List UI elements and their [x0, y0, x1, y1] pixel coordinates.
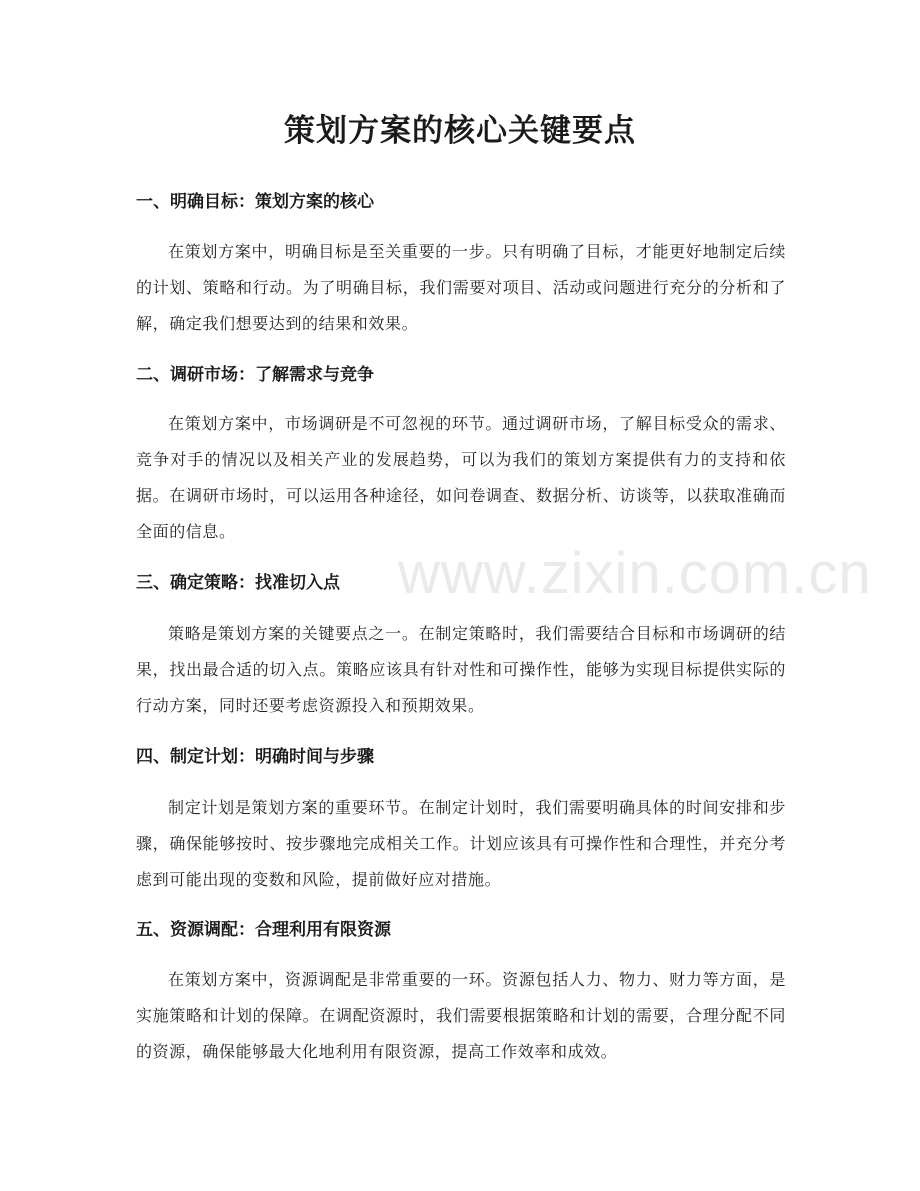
- section-paragraph-5: 在策划方案中，资源调配是非常重要的一环。资源包括人力、物力、财力等方面，是实施策略和计划的保障。在调配资源时，我们需要根据策略和计划的需要，合理分配不同的资源，确保能够最大化地利用有限资源，提高工作效率和成效。: [136, 970, 786, 1061]
- section-heading-2: 二、调研市场：了解需求与竞争: [136, 365, 374, 385]
- section-paragraph-4: 制定计划是策划方案的重要环节。在制定计划时，我们需要明确具体的时间安排和步骤，确保能够按时、按步骤地完成相关工作。计划应该具有可操作性和合理性，并充分考虑到可能出现的变数和风险，提前做好应对措施。: [136, 798, 786, 889]
- section-heading-4: 四、制定计划：明确时间与步骤: [136, 747, 374, 767]
- section-paragraph-3: 策略是策划方案的关键要点之一。在制定策略时，我们需要结合目标和市场调研的结果，找出最合适的切入点。策略应该具有针对性和可操作性，能够为实现目标提供实际的行动方案，同时还要考虑资源投入和预期效果。: [136, 624, 786, 715]
- watermark: www.zixin.com.cn: [398, 541, 872, 606]
- document-title: 策划方案的核心关键要点: [284, 113, 636, 149]
- section-heading-3: 三、确定策略：找准切入点: [136, 573, 340, 593]
- section-paragraph-2: 在策划方案中，市场调研是不可忽视的环节。通过调研市场，了解目标受众的需求、竞争对手的情况以及相关产业的发展趋势，可以为我们的策划方案提供有力的支持和依据。在调研市场时，可以运用各种途径，如问卷调查、数据分析、访谈等，以获取准确而全面的信息。: [136, 414, 786, 541]
- section-heading-5: 五、资源调配：合理利用有限资源: [136, 920, 391, 940]
- section-heading-1: 一、明确目标：策划方案的核心: [136, 192, 374, 212]
- section-paragraph-1: 在策划方案中，明确目标是至关重要的一步。只有明确了目标，才能更好地制定后续的计划、策略和行动。为了明确目标，我们需要对项目、活动或问题进行充分的分析和了解，确定我们想要达到的结果和效果。: [136, 242, 786, 333]
